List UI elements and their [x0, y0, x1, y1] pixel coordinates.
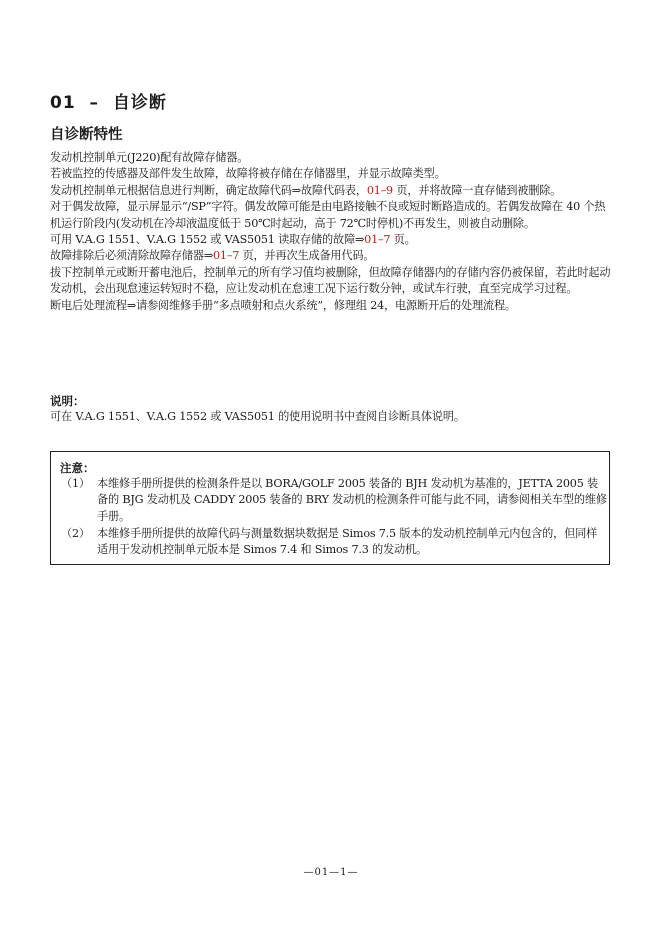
notice-item	[61, 526, 607, 559]
notice-item-number: （1）	[61, 477, 90, 490]
paragraph-read-faults	[50, 232, 616, 248]
page-reference-link[interactable]: 01–7	[213, 249, 240, 263]
page-number: —01—1—	[303, 867, 359, 878]
paragraph-fault-codes-tail: 页，并将故障一直存储到被删除。	[392, 183, 562, 197]
note-heading: 说明：	[50, 394, 85, 408]
paragraph-clear-faults-tail: 页，并再次生成备用代码。	[239, 249, 375, 263]
paragraph-fault-codes	[50, 183, 616, 199]
notice-item-text: 本维修手册所提供的检测条件是以 BORA/GOLF 2005 装备的 BJH 发动机为基准的，JETTA 2005 装备的 BJG 发动机及 CADDY 2005 装备的 BRY 发动机的检测条件可能与此不同，请参阅相关车型的维修手册。	[97, 477, 607, 523]
paragraph-clear-faults-text: 故障排除后必须清除故障存储器⇒	[50, 249, 213, 263]
paragraph-read-faults-text: 可用 V.A.G 1551、V.A.G 1552 或 VAS5051 读取存储的故障⇒	[50, 233, 365, 247]
paragraph-learned-values: 拔下控制单元或断开蓄电池后，控制单元的所有学习值均被删除，但故障存储器内的存储内容仍被保留，若此时起动发动机，会出现怠速运转短时不稳，应让发动机在怠速工况下运行数分钟，或试车行驶，直至完成学习过程。	[50, 265, 611, 296]
paragraph-clear-faults	[50, 248, 616, 264]
page-reference-link[interactable]: 01–9	[366, 183, 393, 197]
body-text	[50, 150, 616, 314]
section-title: 自诊断特性	[50, 127, 123, 143]
paragraph-read-faults-tail: 页。	[390, 233, 416, 247]
notice-box	[50, 451, 610, 565]
notice-item-number: （2）	[61, 527, 90, 540]
note-text: 可在 V.A.G 1551、V.A.G 1552 或 VAS5051 的使用说明书中查阅自诊断具体说明。	[50, 410, 465, 423]
paragraph-fault-memory: 发动机控制单元(J220)配有故障存储器。	[50, 151, 249, 164]
notice-heading: 注意：	[60, 461, 95, 475]
paragraph-fault-codes-text: 发动机控制单元根据信息进行判断，确定故障代码⇒故障代码表，	[50, 183, 367, 197]
paragraph-fault-storage: 若被监控的传感器及部件发生故障，故障将被存储在存储器里，并显示故障类型。	[50, 167, 446, 181]
notice-item-text: 本维修手册所提供的故障代码与测量数据块数据是 Simos 7.5 版本的发动机控制单元内包含的，但同样适用于发动机控制单元版本是 Simos 7.4 和 Simos 7.3 的发动机。	[97, 527, 598, 557]
notice-item	[61, 476, 607, 525]
paragraph-power-off-procedure: 断电后处理流程⇒请参阅维修手册“多点喷射和点火系统”，修理组 24，电源断开后的处理流程。	[50, 298, 516, 312]
paragraph-sporadic-faults: 对于偶发故障，显示屏显示“/SP”字符。偶发故障可能是由电路接触不良或短时断路造成的。若偶发故障在 40 个热机运行阶段内(发动机在冷却液温度低于 50℃时起动，高于 72℃时停机)不再发生，则被自动删除。	[50, 200, 606, 230]
chapter-title: 01 – 自诊断	[50, 93, 167, 113]
page-reference-link[interactable]: 01–7	[364, 233, 391, 247]
